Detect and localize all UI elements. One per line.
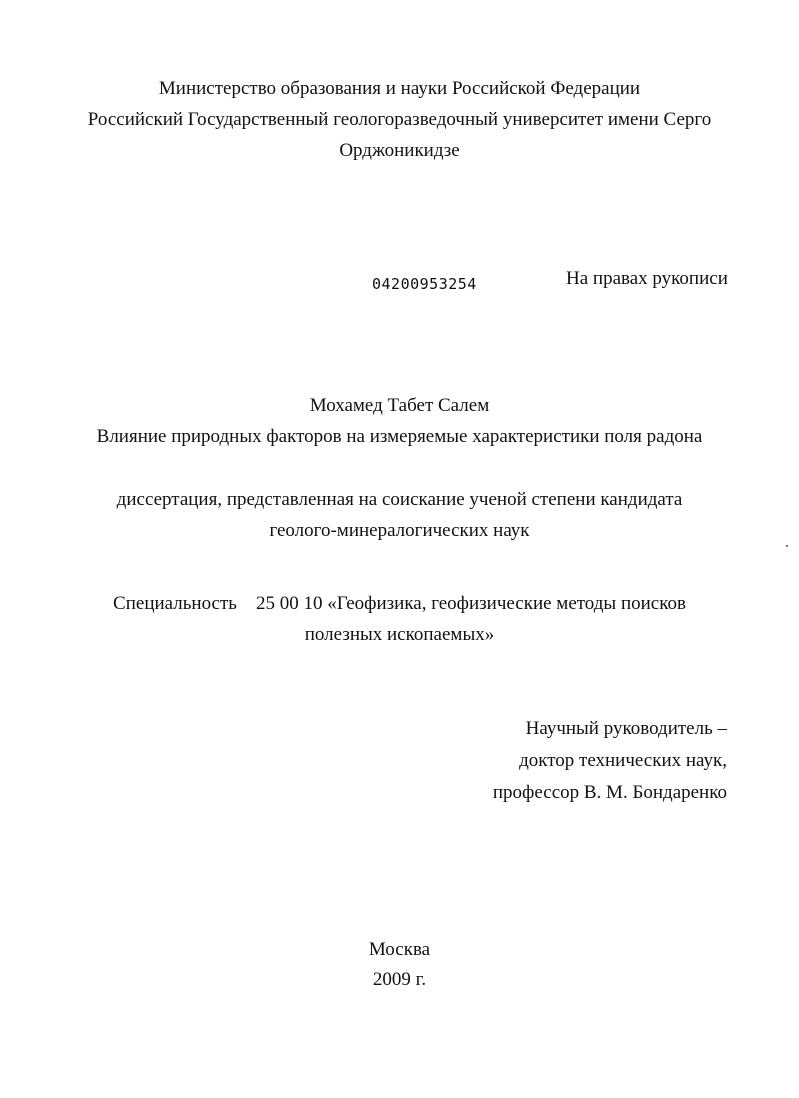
dissertation-degree-line1: диссертация, представленная на соискание ученой степени кандидата <box>116 489 683 510</box>
supervisor-role: Научный руководитель – <box>525 718 727 739</box>
ministry-line: Министерство образования и науки Российской Федерации <box>158 78 641 99</box>
dissertation-degree-line2: геолого-минералогических наук <box>269 520 530 541</box>
specialty-line1: Специальность 25 00 10 «Геофизика, геофизические методы поисков <box>113 593 686 614</box>
registration-number: 04200953254 <box>372 275 477 293</box>
supervisor-name: профессор В. М. Бондаренко <box>492 782 727 803</box>
year: 2009 г. <box>372 969 427 990</box>
scan-speck <box>786 545 788 547</box>
city: Москва <box>368 939 431 960</box>
supervisor-degree: доктор технических наук, <box>519 750 727 771</box>
university-line: Российский Государственный геологоразведочный университет имени Серго <box>87 109 712 130</box>
author-name: Мохамед Табет Салем <box>309 395 490 416</box>
dissertation-title: Влияние природных факторов на измеряемые характеристики поля радона <box>96 426 703 447</box>
rights-label: На правах рукописи <box>566 268 728 289</box>
university-name-line: Орджоникидзе <box>339 140 460 161</box>
specialty-line2: полезных ископаемых» <box>304 624 495 645</box>
